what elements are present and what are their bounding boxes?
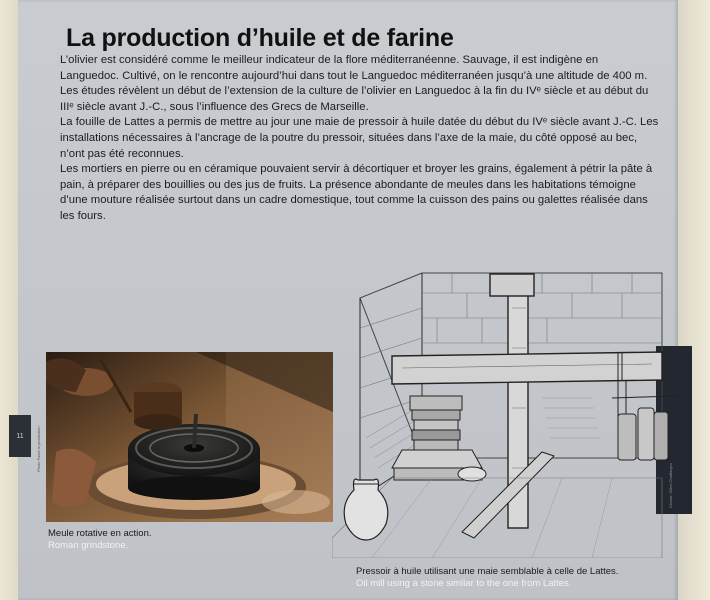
grindstone-illustration <box>46 352 333 522</box>
paragraph-mortars: Les mortiers en pierre ou en céramique pouvaient servir à décortiquer et broyer les grains, également à pétrir la pâte à pain, à préparer des bouillies ou des jus de fruits. La présence abondante de meules dans les habitations témoigne d’une mouture réalisée surtout dans un cadre domestique, tout comme la cuisson des pains ou galettes réalisée dans les fours. <box>60 163 653 222</box>
oil-press-illustration <box>332 268 678 558</box>
page-number: 11 <box>16 432 24 440</box>
paragraph-lattes: La fouille de Lattes a permis de mettre au jour une maie de pressoir à huile datée du début du IVᵉ siècle avant J.-C. Les installations nécessaires à l’ancrage de la poutre du pressoir, situées dans l’axe de la maie, du côté opposé au bec, n’ont pas été reconnues. <box>60 116 659 160</box>
photo-credit: Photo Favet la production <box>36 426 41 472</box>
page-number-tab <box>9 415 31 457</box>
body-text <box>60 53 660 225</box>
page-title: La production d’huile et de farine <box>66 24 454 52</box>
sketch-caption-en: Oil mill using a stone similar to the one from Lattes. <box>356 578 572 589</box>
photo-caption-en: Roman grindstone. <box>48 540 129 551</box>
grindstone-photo <box>46 352 333 522</box>
sketch-credit: Dessin: Gilles Chaffanjon <box>668 463 673 508</box>
paragraph-olive: L’olivier est considéré comme le meilleur indicateur de la flore méditerranéenne. Sauvage, il est indigène en Languedoc. Cultivé, on le rencontre aujourd’hui dans tout le Languedoc méditerranéen jusqu’à une altitude de 400 m. Les études révèlent un début de l’extension de la culture de l’olivier en Languedoc à la fin du IVᵉ siècle et au début du IIIᵉ siècle avant J.-C., sous l’influence des Grecs de Marseille. <box>60 54 649 113</box>
wall-left <box>0 0 20 600</box>
sketch-caption <box>356 566 618 590</box>
photo-caption <box>48 528 152 552</box>
sketch-caption-fr: Pressoir à huile utilisant une maie semblable à celle de Lattes. <box>356 566 619 577</box>
photo-caption-fr: Meule rotative en action. <box>48 528 152 539</box>
oil-press-sketch <box>332 268 678 558</box>
